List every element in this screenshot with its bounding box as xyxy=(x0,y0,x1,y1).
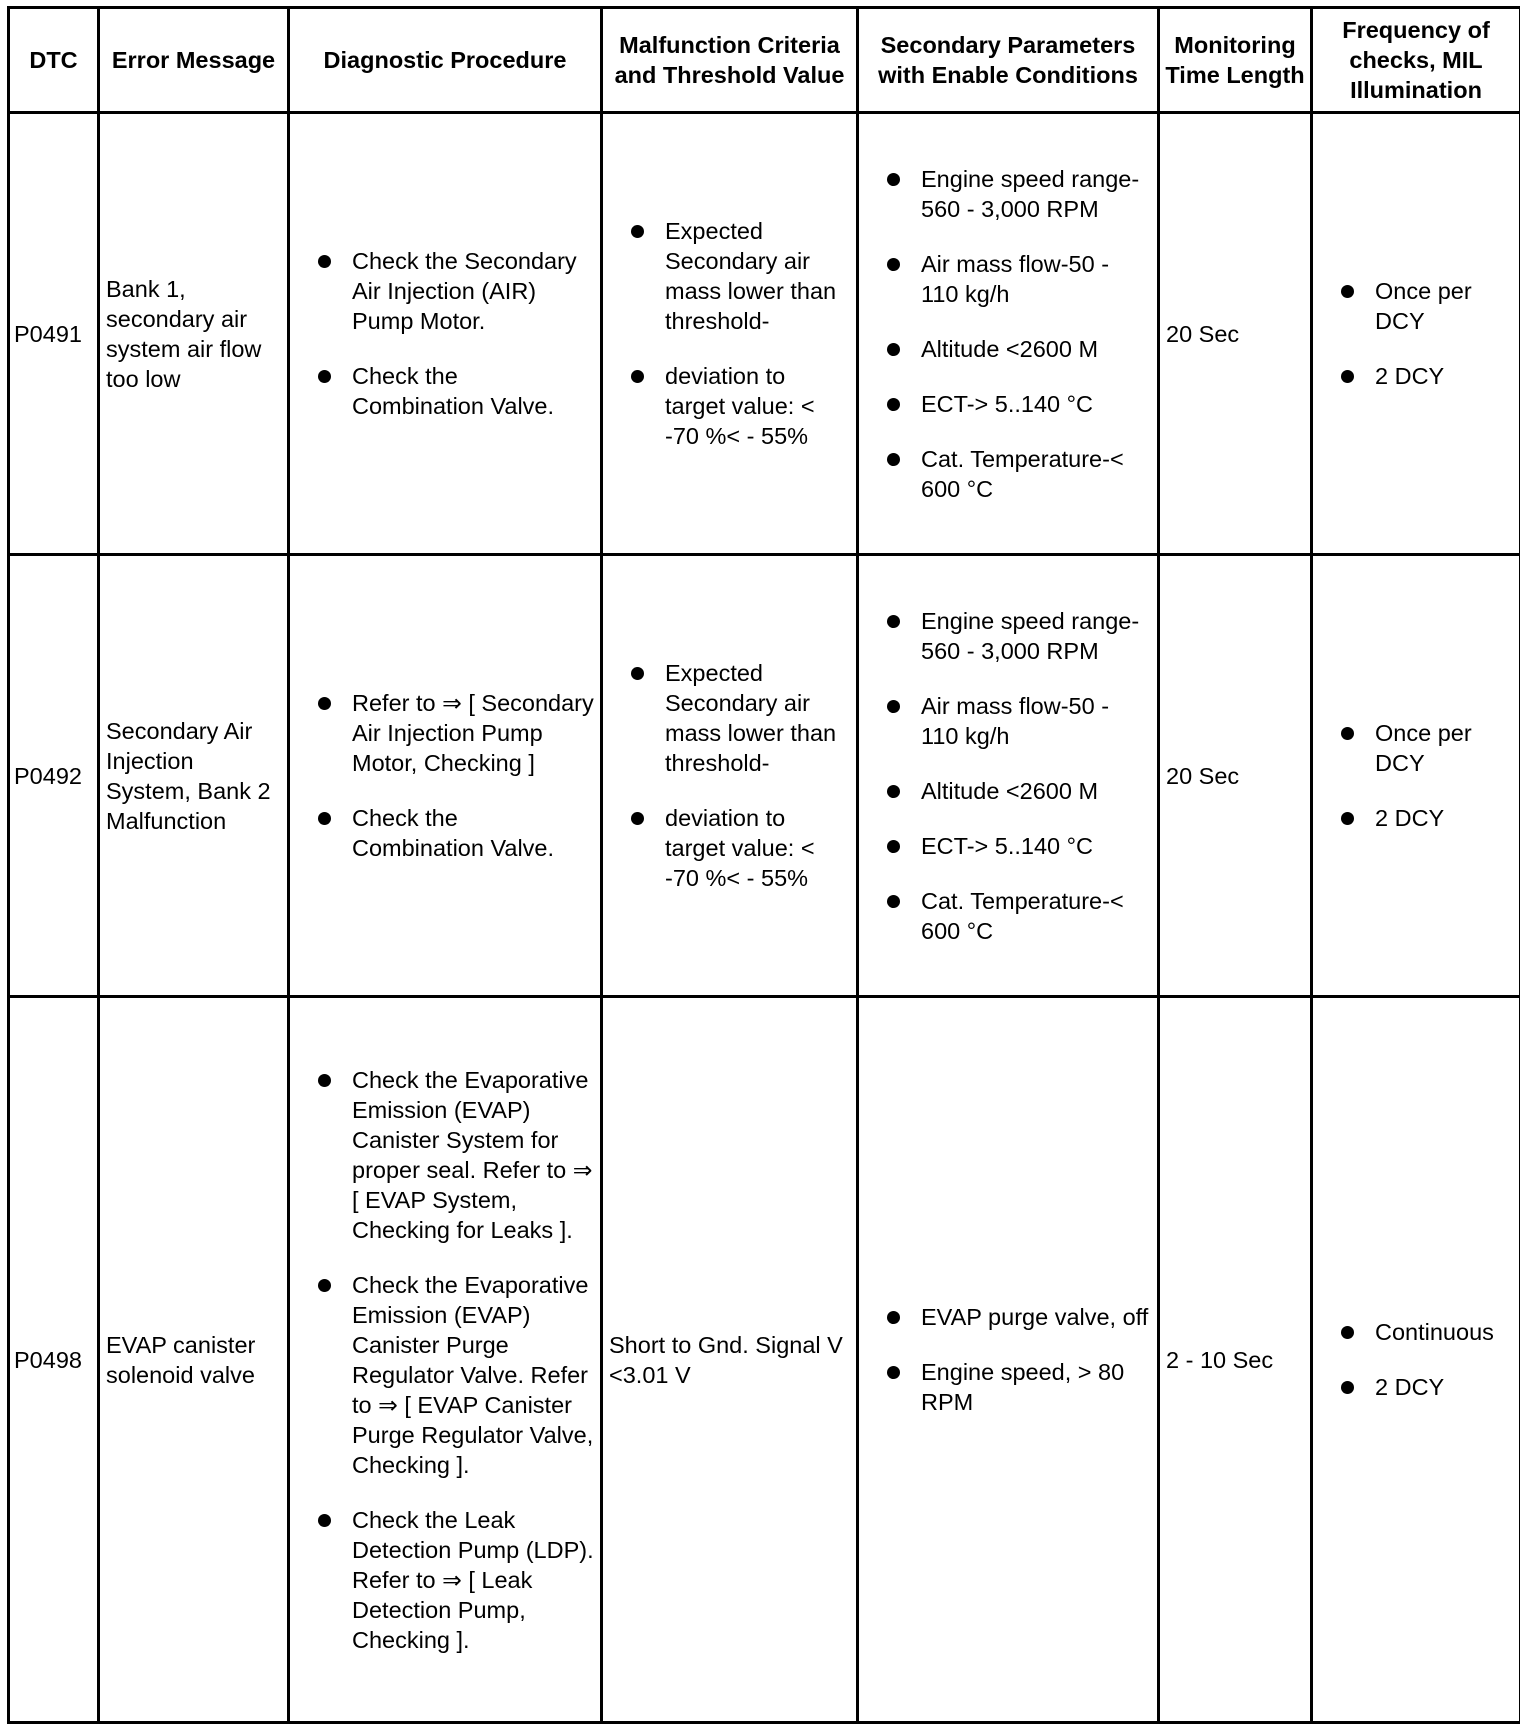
secondary-parameters-list xyxy=(865,164,1151,504)
header-secondary-parameters: Secondary Parameters with Enable Conditions xyxy=(858,8,1159,113)
frequency-list xyxy=(1319,1317,1513,1402)
list-item: Expected Secondary air mass lower than threshold- xyxy=(609,658,850,778)
list-item: deviation to target value: < -70 %< - 55% xyxy=(609,361,850,451)
frequency-list xyxy=(1319,718,1513,833)
monitoring-time-cell: 20 Sec xyxy=(1159,555,1312,997)
header-row xyxy=(9,8,1520,113)
frequency-list xyxy=(1319,276,1513,391)
list-item: Expected Secondary air mass lower than threshold- xyxy=(609,216,850,336)
list-item: Check the Evaporative Emission (EVAP) Canister System for proper seal. Refer to ⇒ [ EVAP System, Checking for Leaks ]. xyxy=(296,1065,594,1245)
secondary-parameters-cell xyxy=(858,997,1159,1723)
list-item: 2 DCY xyxy=(1319,1372,1513,1402)
error-message-cell: EVAP canister solenoid valve xyxy=(99,997,289,1723)
secondary-parameters-list xyxy=(865,1302,1151,1417)
list-item: Check the Secondary Air Injection (AIR) Pump Motor. xyxy=(296,246,594,336)
diagnostic-procedure-list xyxy=(296,1065,594,1655)
list-item: Refer to ⇒ [ Secondary Air Injection Pump Motor, Checking ] xyxy=(296,688,594,778)
list-item: Once per DCY xyxy=(1319,718,1513,778)
secondary-parameters-list xyxy=(865,606,1151,946)
dtc-code-cell: P0492 xyxy=(9,555,99,997)
table-row xyxy=(9,997,1520,1723)
header-dtc: DTC xyxy=(9,8,99,113)
list-item: deviation to target value: < -70 %< - 55% xyxy=(609,803,850,893)
frequency-cell xyxy=(1312,997,1520,1723)
malfunction-criteria-list xyxy=(609,216,850,451)
header-frequency: Frequency of checks, MIL Illumination xyxy=(1312,8,1520,113)
diagnostic-procedure-list xyxy=(296,688,594,863)
malfunction-criteria-cell: Short to Gnd. Signal V <3.01 V xyxy=(602,997,858,1723)
malfunction-criteria-cell xyxy=(602,555,858,997)
frequency-cell xyxy=(1312,555,1520,997)
diagnostic-procedure-cell xyxy=(289,113,602,555)
frequency-cell xyxy=(1312,113,1520,555)
monitoring-time-cell: 20 Sec xyxy=(1159,113,1312,555)
error-message-cell: Secondary Air Injection System, Bank 2 Malfunction xyxy=(99,555,289,997)
malfunction-criteria-cell xyxy=(602,113,858,555)
list-item: Check the Combination Valve. xyxy=(296,803,594,863)
list-item: ECT-> 5..140 °C xyxy=(865,831,1151,861)
malfunction-criteria-list xyxy=(609,658,850,893)
list-item: Engine speed, > 80 RPM xyxy=(865,1357,1151,1417)
dtc-code-cell: P0498 xyxy=(9,997,99,1723)
monitoring-time-cell: 2 - 10 Sec xyxy=(1159,997,1312,1723)
dtc-code-cell: P0491 xyxy=(9,113,99,555)
list-item: Air mass flow-50 - 110 kg/h xyxy=(865,249,1151,309)
list-item: Altitude <2600 M xyxy=(865,334,1151,364)
list-item: 2 DCY xyxy=(1319,803,1513,833)
header-diagnostic-procedure: Diagnostic Procedure xyxy=(289,8,602,113)
list-item: Engine speed range-560 - 3,000 RPM xyxy=(865,606,1151,666)
table-row xyxy=(9,555,1520,997)
list-item: Engine speed range-560 - 3,000 RPM xyxy=(865,164,1151,224)
list-item: Cat. Temperature-< 600 °C xyxy=(865,886,1151,946)
header-monitoring-time: Monitoring Time Length xyxy=(1159,8,1312,113)
table-row xyxy=(9,113,1520,555)
list-item: Check the Leak Detection Pump (LDP). Refer to ⇒ [ Leak Detection Pump, Checking ]. xyxy=(296,1505,594,1655)
error-message-cell: Bank 1, secondary air system air flow too low xyxy=(99,113,289,555)
diagnostic-procedure-list xyxy=(296,246,594,421)
diagnostic-procedure-cell xyxy=(289,555,602,997)
list-item: Cat. Temperature-< 600 °C xyxy=(865,444,1151,504)
list-item: Altitude <2600 M xyxy=(865,776,1151,806)
header-malfunction-criteria: Malfunction Criteria and Threshold Value xyxy=(602,8,858,113)
dtc-table xyxy=(7,6,1520,1724)
list-item: Once per DCY xyxy=(1319,276,1513,336)
list-item: Check the Evaporative Emission (EVAP) Canister Purge Regulator Valve. Refer to ⇒ [ EVAP Canister Purge Regulator Valve, Checking ]. xyxy=(296,1270,594,1480)
list-item: 2 DCY xyxy=(1319,361,1513,391)
list-item: EVAP purge valve, off xyxy=(865,1302,1151,1332)
list-item: ECT-> 5..140 °C xyxy=(865,389,1151,419)
secondary-parameters-cell xyxy=(858,113,1159,555)
list-item: Continuous xyxy=(1319,1317,1513,1347)
header-error-message: Error Message xyxy=(99,8,289,113)
list-item: Air mass flow-50 - 110 kg/h xyxy=(865,691,1151,751)
diagnostic-procedure-cell xyxy=(289,997,602,1723)
secondary-parameters-cell xyxy=(858,555,1159,997)
list-item: Check the Combination Valve. xyxy=(296,361,594,421)
